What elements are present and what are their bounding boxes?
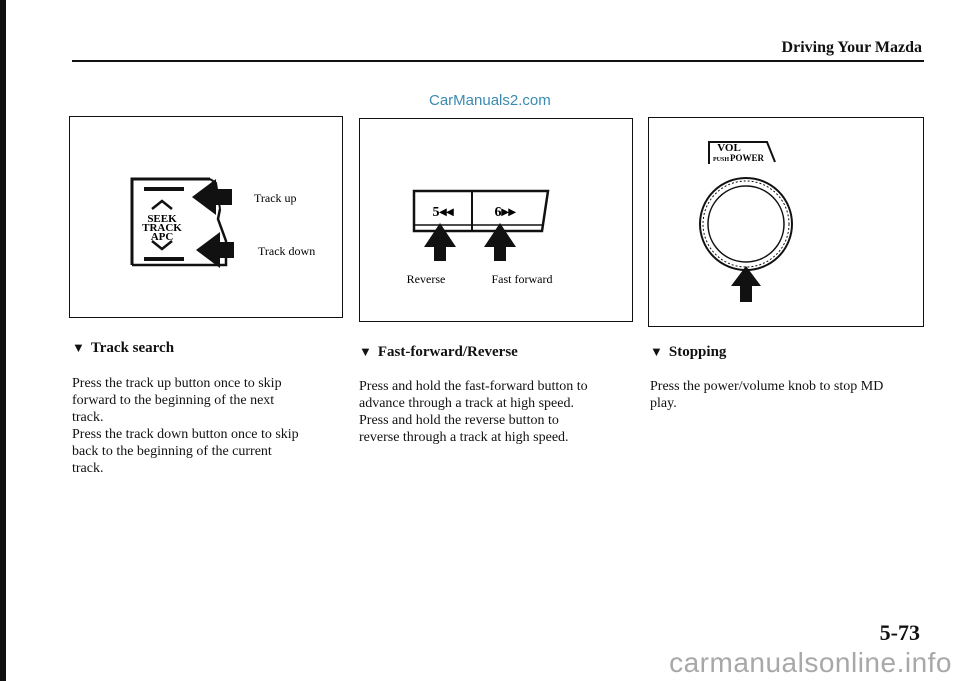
running-header: Driving Your Mazda bbox=[781, 39, 922, 56]
heading-stopping bbox=[650, 344, 726, 361]
button-reverse-label: 5◂◂ bbox=[432, 205, 454, 220]
body-stopping: Press the power/volume knob to stop MD play. bbox=[650, 379, 884, 411]
triangle-bullet-icon: ▼ bbox=[72, 340, 85, 355]
heading-track-search-text: Track search bbox=[90, 340, 175, 356]
power-label: POWER bbox=[729, 153, 765, 163]
volume-knob-icon bbox=[700, 178, 792, 270]
ff-diagram bbox=[360, 119, 632, 321]
chevron-up-icon bbox=[152, 201, 172, 209]
ff-buttons bbox=[414, 191, 548, 231]
button-line-track: TRACK bbox=[142, 222, 182, 234]
triangle-bullet-icon: ▼ bbox=[359, 344, 372, 359]
heading-fast-forward bbox=[359, 344, 518, 361]
button-forward-label: 6▸▸ bbox=[494, 205, 516, 220]
figure-fast-forward bbox=[359, 118, 633, 322]
arrow-up-push-icon bbox=[731, 266, 761, 302]
figure-power-knob bbox=[648, 117, 924, 327]
heading-fast-forward-text: Fast-forward/Reverse bbox=[377, 344, 518, 360]
triangle-bullet-icon: ▼ bbox=[650, 344, 663, 359]
heading-track-search bbox=[72, 340, 174, 357]
body-fast-forward: Press and hold the fast-forward button to advance through a track at high speed. Press and hold the reverse button to reverse through a track at high speed. bbox=[359, 379, 588, 445]
label-reverse: Reverse bbox=[406, 272, 446, 286]
arrow-up-reverse-icon bbox=[424, 223, 456, 261]
arrow-up-forward-icon bbox=[484, 223, 516, 261]
pointing-arrow-up-icon bbox=[192, 179, 232, 215]
page-number: 5-73 bbox=[879, 620, 920, 645]
page-edge-bar bbox=[0, 0, 6, 681]
figure-track-search bbox=[69, 116, 343, 318]
pointing-arrow-down-icon bbox=[196, 232, 234, 268]
label-fast-forward: Fast forward bbox=[491, 272, 553, 286]
heading-stopping-text: Stopping bbox=[668, 344, 727, 360]
label-track-up: Track up bbox=[254, 191, 297, 205]
header-rule bbox=[72, 60, 924, 62]
push-label: PUSH bbox=[712, 157, 730, 163]
body-track-search: Press the track up button once to skip forward to the beginning of the next track. Press the track down button once to skip back to the beginning of the current track. bbox=[72, 376, 299, 476]
watermark-bottom: carmanualsonline.info bbox=[669, 647, 952, 678]
label-track-down: Track down bbox=[258, 244, 316, 258]
button-line-seek: SEEK bbox=[147, 213, 177, 225]
vol-label: VOL bbox=[717, 142, 741, 154]
watermark-top: CarManuals2.com bbox=[429, 92, 551, 109]
power-diagram bbox=[649, 118, 923, 326]
track-diagram bbox=[70, 117, 342, 317]
vol-power-label-box bbox=[709, 142, 775, 164]
button-line-apc: APC bbox=[150, 231, 174, 243]
